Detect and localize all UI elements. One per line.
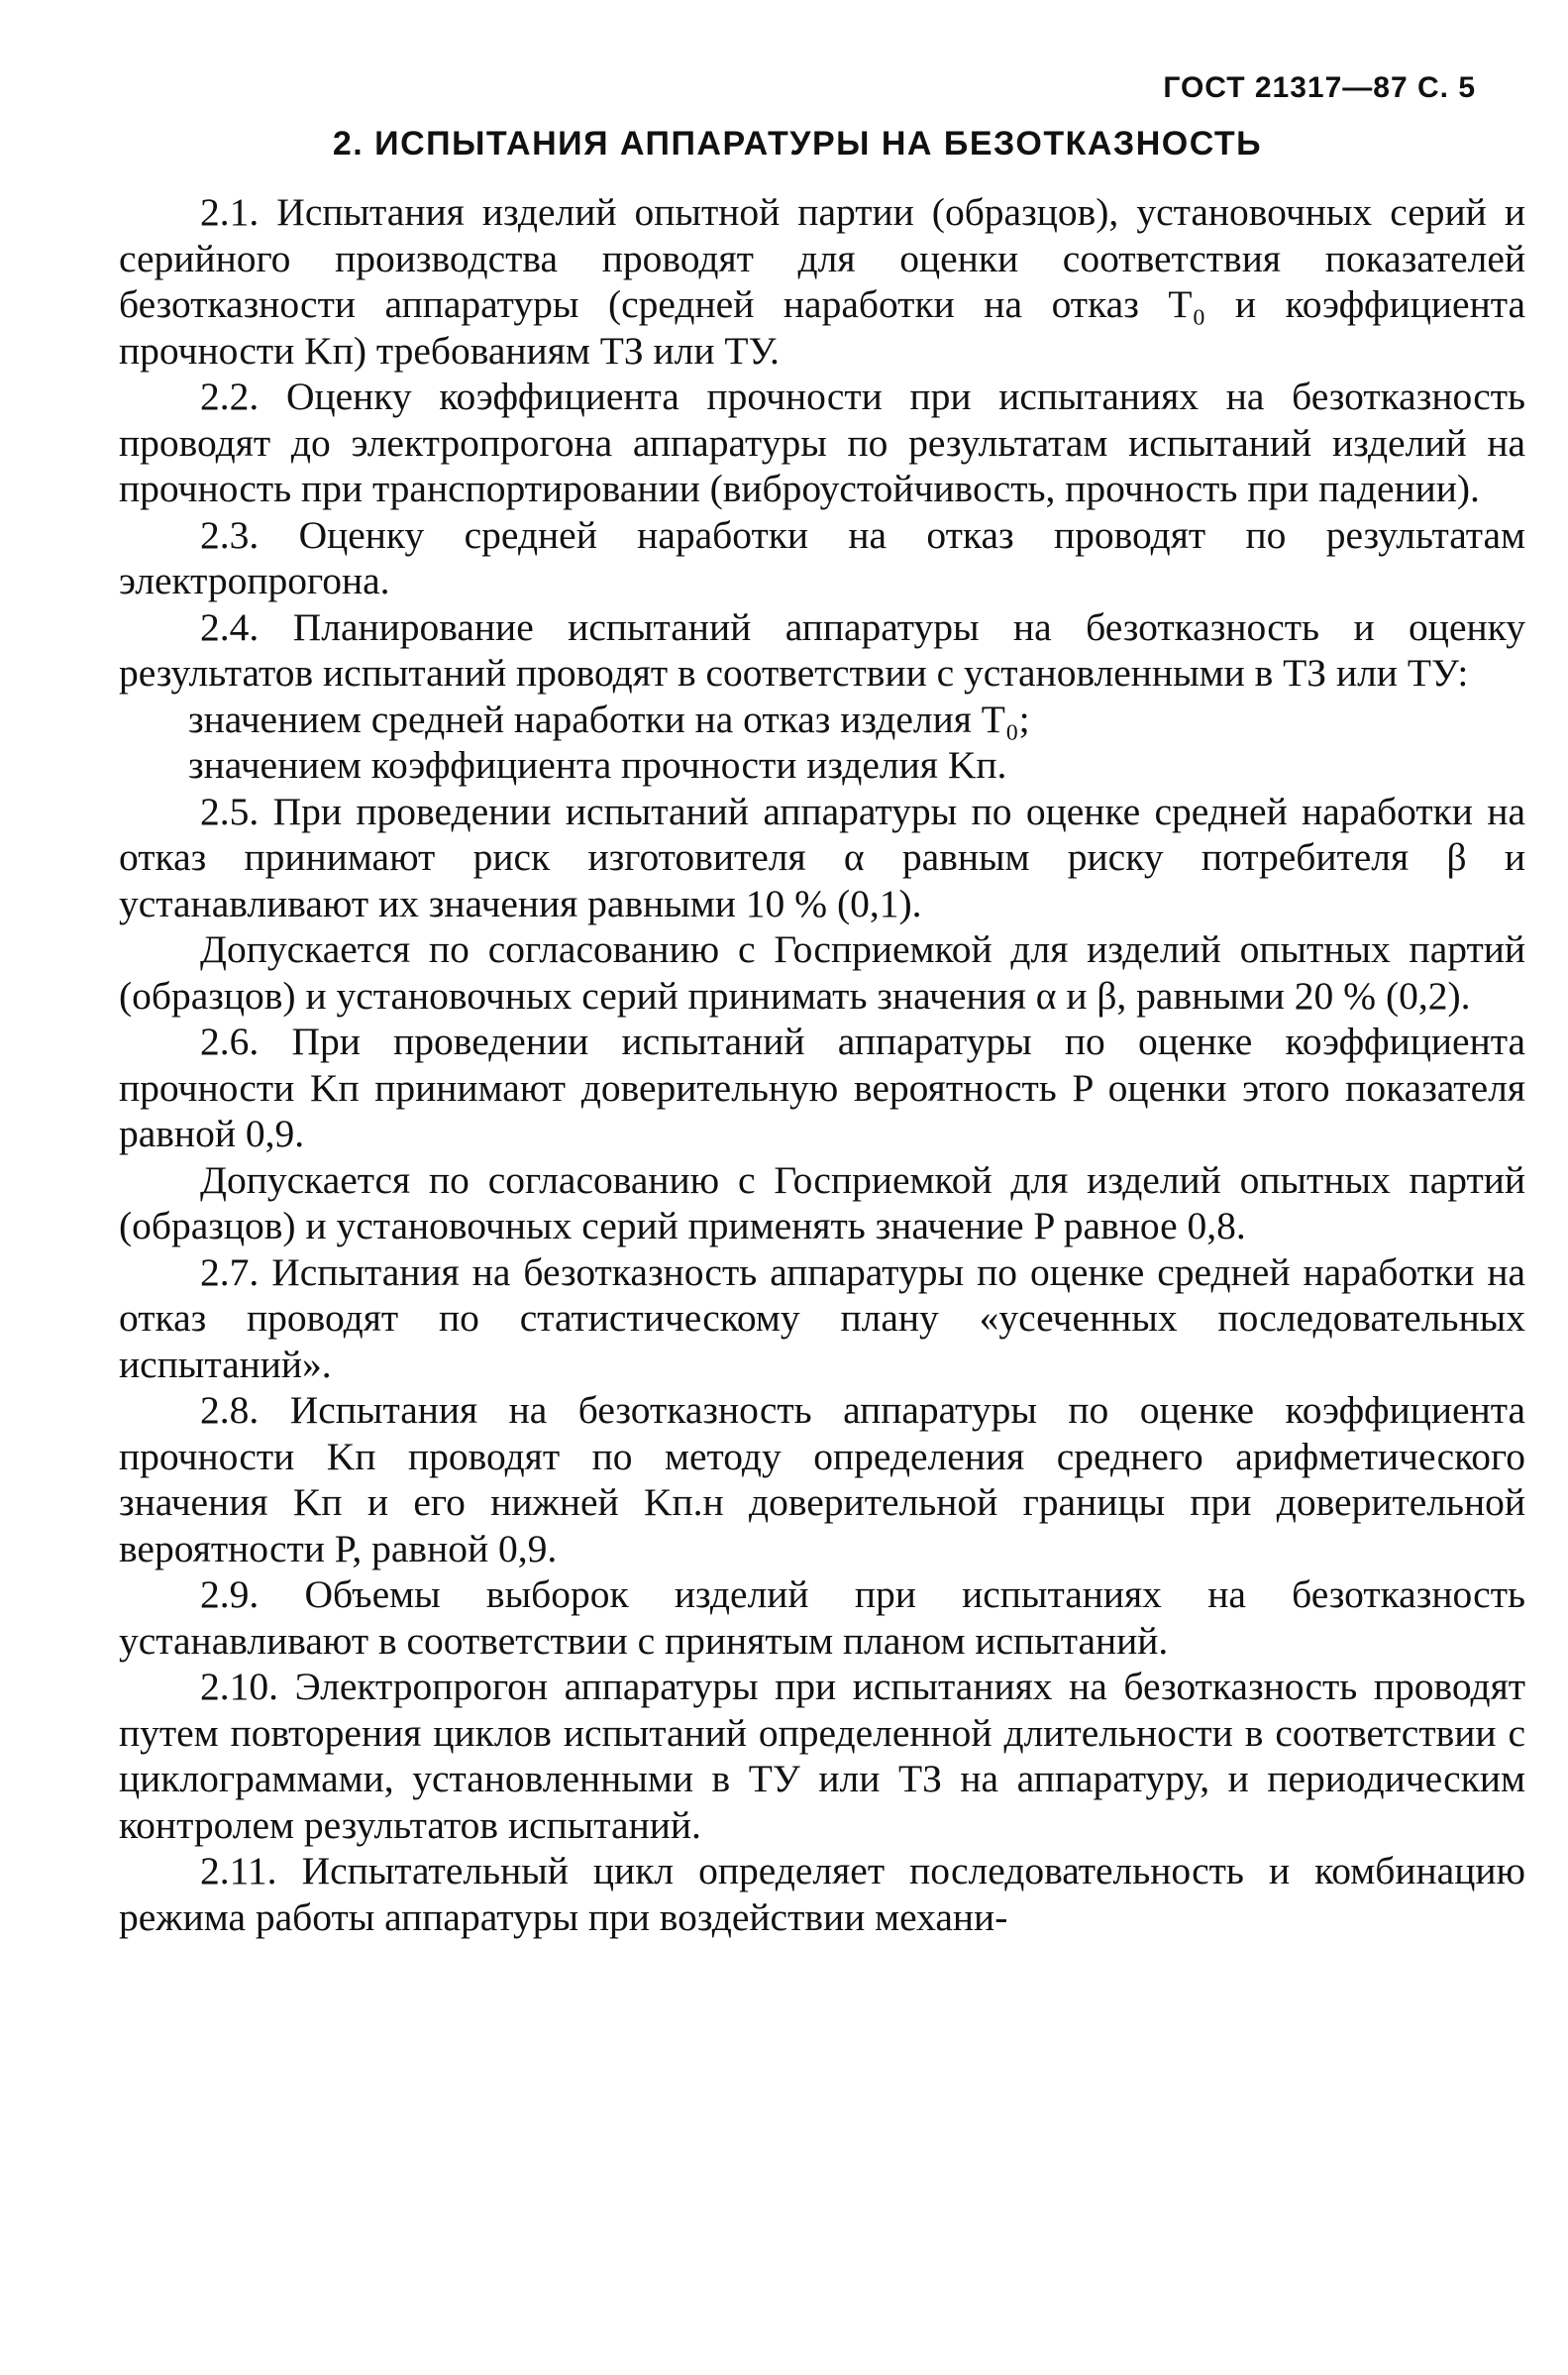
paragraph-2-6: 2.6. При проведении испытаний аппаратуры по оценке коэффициента прочности Kп принимают доверительную вероятность P оценки этого показателя равной 0,9. xyxy=(119,1020,1525,1155)
paragraph-2-1: 2.1. Испытания изделий опытной партии (образцов), установочных серий и серийного производства проводят для оценки соответствия показателей безотказности аппаратуры (средней наработки на отказ T₀ и коэффициента прочности Kп) требованиям ТЗ или ТУ. xyxy=(119,190,1525,373)
paragraph-2-11: 2.11. Испытательный цикл определяет последовательность и комбинацию режима работы аппаратуры при воздействии механи- xyxy=(119,1849,1525,1939)
paragraph-2-2: 2.2. Оценку коэффициента прочности при испытаниях на безотказность проводят до электропрогона аппаратуры по результатам испытаний изделий на прочность при транспортировании (виброустойчивость, прочность при падении). xyxy=(119,375,1525,510)
paragraph-2-5: 2.5. При проведении испытаний аппаратуры по оценке средней наработки на отказ принимают риск изготовителя α равным риску потребителя β и устанавливают их значения равными 10 % (0,1). xyxy=(119,789,1525,925)
paragraph-2-4: 2.4. Планирование испытаний аппаратуры на безотказность и оценку результатов испытаний проводят в соответствии с установленными в ТЗ или ТУ: xyxy=(119,604,1525,695)
document-page xyxy=(119,59,1525,1940)
paragraph-2-5-note: Допускается по согласованию с Госприемкой для изделий опытных партий (образцов) и установочных серий принимать значения α и β, равными 20 % (0,2). xyxy=(119,927,1525,1018)
paragraph-2-8: 2.8. Испытания на безотказность аппаратуры по оценке коэффициента прочности Kп проводят по методу определения среднего арифметического значения Kп и его нижней Kп.н доверительной границы при доверительной вероятности P, равной 0,9. xyxy=(119,1388,1525,1570)
paragraph-2-9: 2.9. Объемы выборок изделий при испытаниях на безотказность устанавливают в соответствии с принятым планом испытаний. xyxy=(119,1572,1525,1663)
paragraph-2-3: 2.3. Оценку средней наработки на отказ проводят по результатам электропрогона. xyxy=(119,512,1525,602)
document-body xyxy=(119,189,1525,1940)
page-header: ГОСТ 21317—87 С. 5 xyxy=(1163,71,1476,104)
paragraph-2-6-note: Допускается по согласованию с Госприемкой для изделий опытных партий (образцов) и установочных серий применять значение P равное 0,8. xyxy=(119,1157,1525,1247)
paragraph-2-4-item-2: значением коэффициента прочности изделия Kп. xyxy=(188,743,1007,787)
paragraph-2-4-item-1: значением средней наработки на отказ изделия T₀; xyxy=(188,697,1030,741)
paragraph-2-7: 2.7. Испытания на безотказность аппаратуры по оценке средней наработки на отказ проводят по статистическому плану «усеченных последовательных испытаний». xyxy=(119,1249,1525,1386)
section-title: 2. ИСПЫТАНИЯ АППАРАТУРЫ НА БЕЗОТКАЗНОСТЬ xyxy=(332,125,1263,162)
paragraph-2-10: 2.10. Электропрогон аппаратуры при испытаниях на безотказность проводят путем повторения циклов испытаний определенной длительности в соответствии с циклограммами, установленными в ТУ или ТЗ на аппаратуру, и периодическим контролем результатов испытаний. xyxy=(119,1665,1525,1847)
